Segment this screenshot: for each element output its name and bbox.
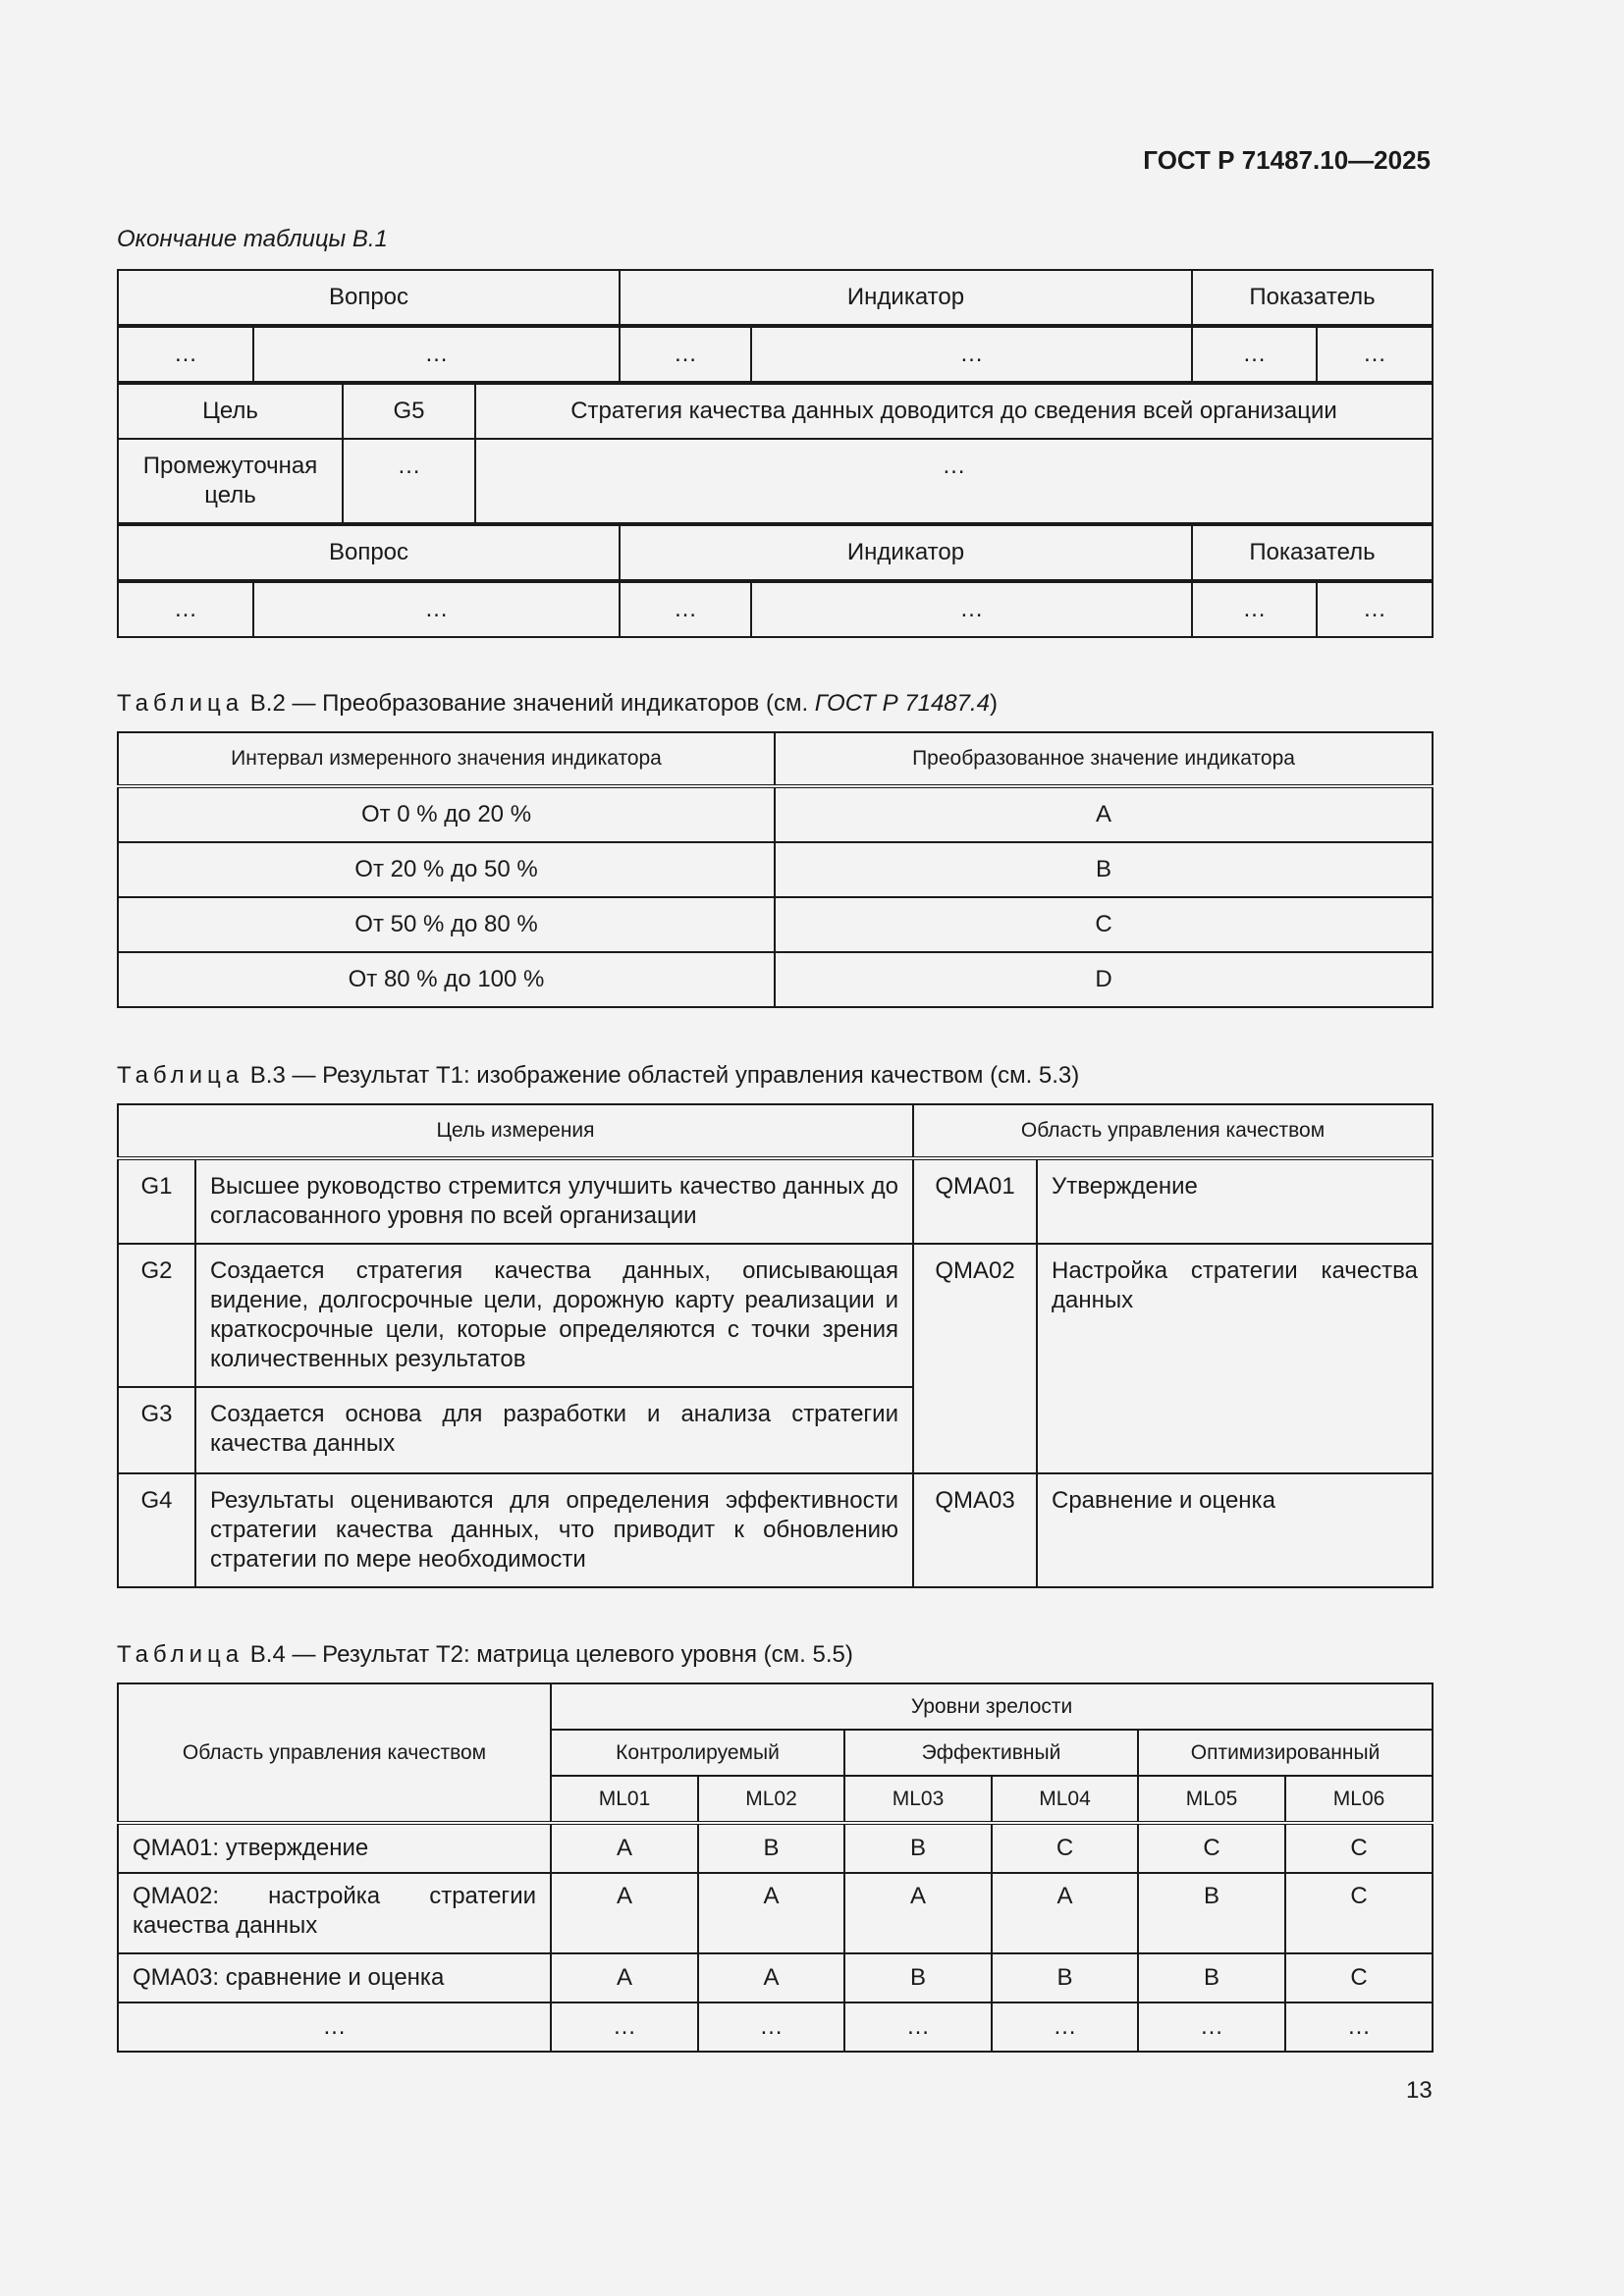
cell-ellipsis: … (253, 582, 620, 637)
area-id: QMA01 (913, 1158, 1037, 1244)
level-value: … (551, 2002, 698, 2052)
column-header-area: Область управления качеством (118, 1683, 551, 1823)
table-b4-caption (117, 1641, 853, 1669)
column-header: Преобразованное значение индикатора (775, 732, 1433, 786)
cell-ellipsis: … (1192, 327, 1317, 382)
area-name: QMA03: сравнение и оценка (118, 1953, 551, 2002)
goal-id: G5 (343, 384, 475, 439)
cell-ellipsis: … (620, 327, 751, 382)
cell-measure: Показатель (1192, 525, 1433, 580)
goal-text: Результаты оцениваются для определения эффективности стратегии качества данных, что приводит к обновлению стратегии по мере необходимости (195, 1473, 913, 1587)
level-value: B (1138, 1873, 1285, 1953)
area-name: … (118, 2002, 551, 2052)
goal-id: G1 (118, 1158, 195, 1244)
level-value: A (698, 1873, 844, 1953)
value-cell: B (775, 842, 1433, 897)
cell-ellipsis: … (118, 327, 253, 382)
area-id: QMA02 (913, 1244, 1037, 1473)
goal-text: Стратегия качества данных доводится до сведения всей организации (475, 384, 1433, 439)
area-text: Сравнение и оценка (1037, 1473, 1433, 1587)
level-value: C (1285, 1953, 1433, 2002)
cell-ellipsis: … (1317, 327, 1433, 382)
area-text: Утверждение (1037, 1158, 1433, 1244)
goal-id: G4 (118, 1473, 195, 1587)
table-b1-goal-block (117, 383, 1434, 524)
level-header: ML01 (551, 1776, 698, 1823)
goal-id: G2 (118, 1244, 195, 1387)
level-value: B (698, 1823, 844, 1873)
level-value: … (1138, 2002, 1285, 2052)
value-cell: C (775, 897, 1433, 952)
area-id: QMA03 (913, 1473, 1037, 1587)
document-id: ГОСТ Р 71487.10—2025 (1143, 145, 1431, 175)
level-value: B (992, 1953, 1138, 2002)
cell-measure: Показатель (1192, 270, 1433, 325)
table-b2 (117, 731, 1434, 1008)
level-value: C (992, 1823, 1138, 1873)
cell-question: Вопрос (118, 270, 620, 325)
maturity-header: Уровни зрелости (551, 1683, 1433, 1730)
interval-cell: От 20 % до 50 % (118, 842, 775, 897)
table-b4 (117, 1682, 1434, 2053)
level-value: A (992, 1873, 1138, 1953)
caption-prefix: Таблица (117, 1641, 244, 1668)
table-b2-caption (117, 690, 998, 718)
level-value: A (844, 1873, 992, 1953)
level-value: A (551, 1953, 698, 2002)
level-header: ML04 (992, 1776, 1138, 1823)
cell-ellipsis: … (1192, 582, 1317, 637)
table-b3-caption (117, 1062, 1079, 1090)
interval-cell: От 50 % до 80 % (118, 897, 775, 952)
cell-indicator: Индикатор (620, 525, 1192, 580)
table-b1-ellipsis-row-2 (117, 581, 1434, 638)
goal-text: Создается основа для разработки и анализа стратегии качества данных (195, 1387, 913, 1473)
cell-ellipsis: … (751, 582, 1192, 637)
level-header: ML03 (844, 1776, 992, 1823)
level-value: C (1285, 1873, 1433, 1953)
goal-text: Высшее руководство стремится улучшить качество данных до согласованного уровня по всей организации (195, 1158, 913, 1244)
table-b1-header-row (117, 269, 1434, 326)
level-value: … (1285, 2002, 1433, 2052)
cell-indicator: Индикатор (620, 270, 1192, 325)
column-header: Область управления качеством (913, 1104, 1433, 1158)
interval-cell: От 0 % до 20 % (118, 786, 775, 842)
table-b3 (117, 1103, 1434, 1588)
column-header: Цель измерения (118, 1104, 913, 1158)
caption-prefix: Таблица (117, 1062, 244, 1089)
level-value: … (992, 2002, 1138, 2052)
table-b1-header-row-2 (117, 524, 1434, 581)
cell-ellipsis: … (751, 327, 1192, 382)
area-text: Настройка стратегии качества данных (1037, 1244, 1433, 1473)
level-value: … (844, 2002, 992, 2052)
interval-cell: От 80 % до 100 % (118, 952, 775, 1007)
value-cell: A (775, 786, 1433, 842)
cell-ellipsis: … (253, 327, 620, 382)
cell-ellipsis: … (475, 439, 1433, 523)
level-value: B (1138, 1953, 1285, 2002)
caption-prefix: Таблица (117, 690, 244, 717)
area-name: QMA01: утверждение (118, 1823, 551, 1873)
caption-reference: ГОСТ Р 71487.4 (814, 690, 990, 717)
level-value: B (844, 1823, 992, 1873)
value-cell: D (775, 952, 1433, 1007)
level-value: B (844, 1953, 992, 2002)
cell-ellipsis: … (1317, 582, 1433, 637)
area-name: QMA02: настройка стратегии качества данных (118, 1873, 551, 1953)
caption-text: В.2 — Преобразование значений индикаторов (см. (244, 690, 815, 717)
subgoal-label: Промежуточная цель (118, 439, 343, 523)
cell-ellipsis: … (343, 439, 475, 523)
table-b1-caption: Окончание таблицы В.1 (117, 226, 388, 252)
maturity-group: Эффективный (844, 1730, 1138, 1776)
level-header: ML02 (698, 1776, 844, 1823)
level-value: C (1285, 1823, 1433, 1873)
goal-text: Создается стратегия качества данных, описывающая видение, долгосрочные цели, дорожную карту реализации и краткосрочные цели, которые определяются с точки зрения количественных результатов (195, 1244, 913, 1387)
level-value: A (551, 1823, 698, 1873)
column-header: Интервал измеренного значения индикатора (118, 732, 775, 786)
level-value: C (1138, 1823, 1285, 1873)
level-value: … (698, 2002, 844, 2052)
cell-question: Вопрос (118, 525, 620, 580)
caption-end: ) (990, 690, 998, 717)
cell-ellipsis: … (118, 582, 253, 637)
maturity-group: Оптимизированный (1138, 1730, 1433, 1776)
level-value: A (551, 1873, 698, 1953)
maturity-group: Контролируемый (551, 1730, 844, 1776)
page-number: 13 (1406, 2077, 1433, 2104)
level-value: A (698, 1953, 844, 2002)
goal-label: Цель (118, 384, 343, 439)
level-header: ML06 (1285, 1776, 1433, 1823)
cell-ellipsis: … (620, 582, 751, 637)
level-header: ML05 (1138, 1776, 1285, 1823)
caption-text: В.4 — Результат Т2: матрица целевого уровня (см. 5.5) (244, 1641, 853, 1668)
goal-id: G3 (118, 1387, 195, 1473)
caption-text: В.3 — Результат Т1: изображение областей управления качеством (см. 5.3) (244, 1062, 1080, 1089)
table-b1-ellipsis-row (117, 326, 1434, 383)
